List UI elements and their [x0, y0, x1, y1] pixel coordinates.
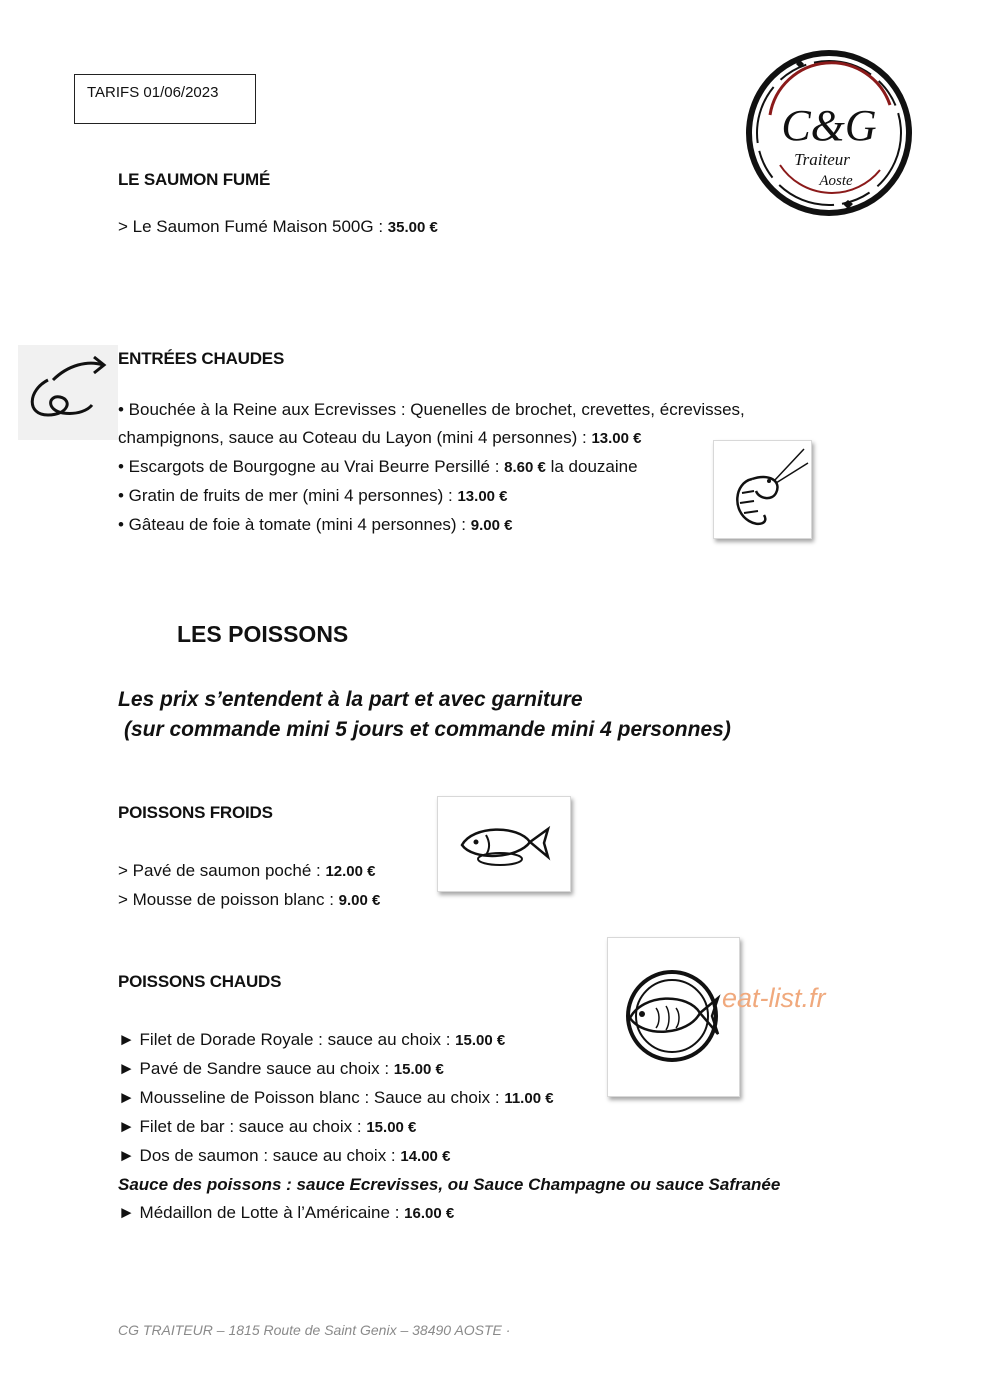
list-item: champignons, sauce au Coteau du Layon (mini 4 personnes) : 13.00 € [118, 428, 642, 447]
item-price: 16.00 € [404, 1205, 455, 1222]
item-price: 13.00 € [591, 430, 642, 447]
shrimp-icon [713, 440, 812, 539]
list-item: ► Filet de bar : sauce au choix : 15.00 € [118, 1117, 417, 1136]
item-price: 13.00 € [457, 488, 508, 505]
list-item: > Mousse de poisson blanc : 9.00 € [118, 890, 381, 909]
list-item: ► Mousseline de Poisson blanc : Sauce au choix : 11.00 € [118, 1088, 554, 1107]
item-price: 14.00 € [400, 1148, 451, 1165]
logo-line1: Traiteur [794, 150, 850, 169]
section-title-poissons: LES POISSONS [177, 621, 349, 647]
poissons-intro-line1: Les prix s’entendent à la part et avec garniture [118, 688, 583, 711]
section-title-poissons-froids: POISSONS FROIDS [118, 803, 273, 822]
footer-address: CG TRAITEUR – 1815 Route de Saint Genix – 38490 AOSTE · [118, 1322, 511, 1338]
item-label: > Le Saumon Fumé Maison 500G : [118, 217, 388, 236]
list-item: ► Médaillon de Lotte à l’Américaine : 16.00 € [118, 1203, 455, 1222]
item-price: 9.00 € [338, 892, 381, 909]
list-item: ► Pavé de Sandre sauce au choix : 15.00 € [118, 1059, 444, 1078]
item-price: 35.00 € [387, 219, 438, 236]
list-item: • Bouchée à la Reine aux Ecrevisses : Quenelles de brochet, crevettes, écrevisses, [118, 400, 745, 419]
tarif-date: TARIFS 01/06/2023 [87, 84, 219, 101]
watermark: eat-list.fr [722, 983, 826, 1013]
logo-line2: Aoste [819, 173, 853, 189]
item-price: 8.60 € [504, 459, 546, 476]
saumon-item [118, 213, 438, 242]
list-item: • Escargots de Bourgogne au Vrai Beurre Persillé : 8.60 € la douzaine [118, 457, 638, 476]
poissons-intro-line2: (sur commande mini 5 jours et commande mini 4 personnes) [124, 718, 731, 741]
item-price: 9.00 € [470, 517, 513, 534]
list-item: ► Filet de Dorade Royale : sauce au choix : 15.00 € [118, 1030, 506, 1049]
section-title-saumon: LE SAUMON FUMÉ [118, 170, 271, 189]
item-price: 15.00 € [455, 1032, 506, 1049]
caterer-logo [740, 45, 918, 220]
item-price: 15.00 € [366, 1119, 417, 1136]
poissons-froids-list [118, 857, 380, 915]
logo-mark: C&G [781, 101, 877, 150]
item-price: 11.00 € [504, 1090, 554, 1107]
section-title-poissons-chauds: POISSONS CHAUDS [118, 972, 282, 991]
list-item: > Pavé de saumon poché : 12.00 € [118, 861, 376, 880]
section-title-entrees: ENTRÉES CHAUDES [118, 349, 285, 368]
item-price: 12.00 € [325, 863, 376, 880]
item-price: 15.00 € [393, 1061, 444, 1078]
sauce-note: Sauce des poissons : sauce Ecrevisses, ou Sauce Champagne ou sauce Safranée [118, 1175, 781, 1194]
list-item: • Gâteau de foie à tomate (mini 4 personnes) : 9.00 € [118, 515, 513, 534]
fish-on-plate-icon [437, 796, 571, 892]
poissons-chauds-list [118, 1026, 780, 1228]
tarif-date-box [74, 74, 256, 124]
list-item: • Gratin de fruits de mer (mini 4 personnes) : 13.00 € [118, 486, 508, 505]
swirl-arrow-icon [18, 345, 118, 440]
entrees-list [118, 396, 745, 540]
list-item: ► Dos de saumon : sauce au choix : 14.00 € [118, 1146, 451, 1165]
